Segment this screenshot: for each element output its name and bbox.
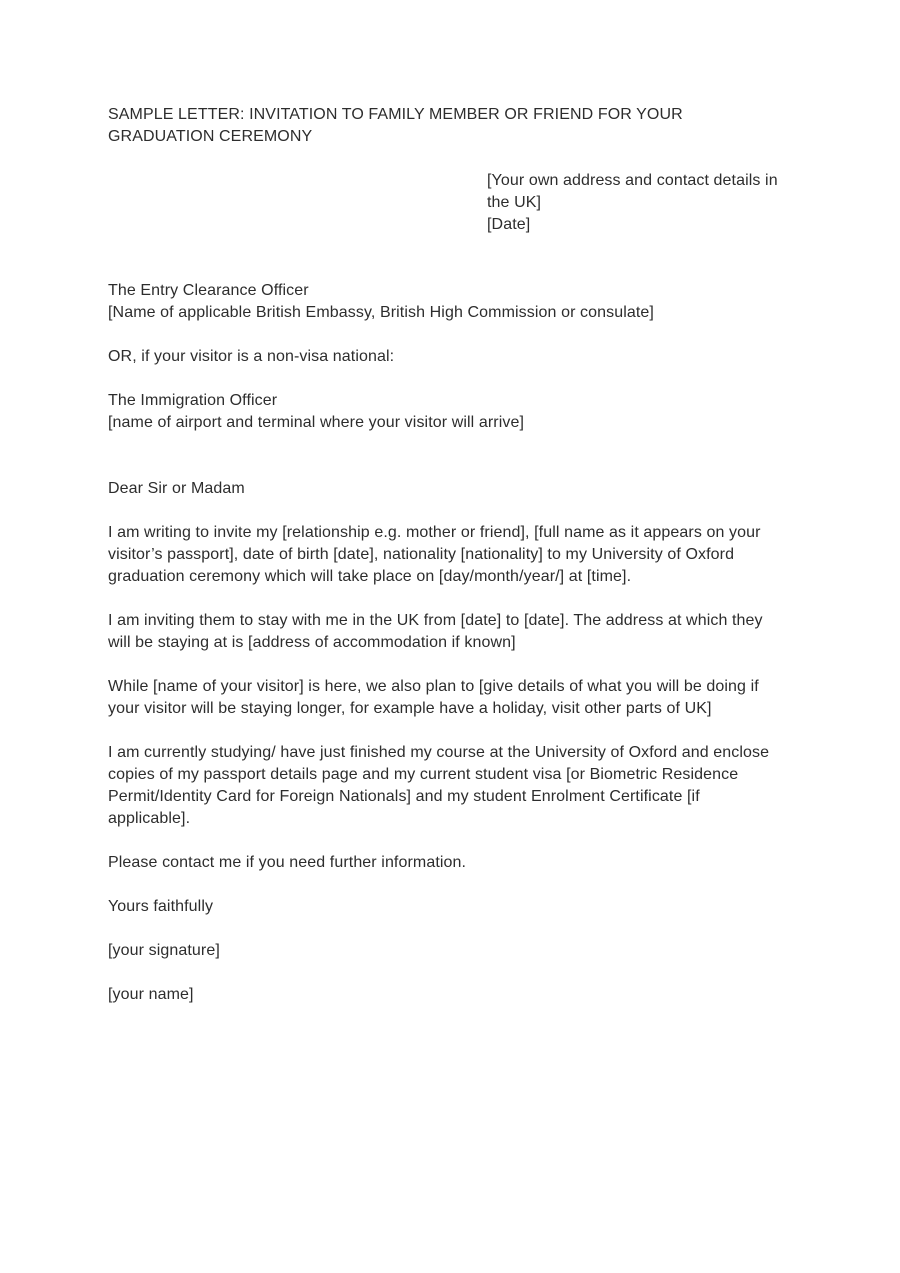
paragraph-visit-plans [108, 676, 800, 720]
text-line: Dear Sir or Madam [108, 480, 245, 497]
text-line: [Name of applicable British Embassy, British High Commission or consulate] [108, 304, 654, 321]
paragraph-enclosures [108, 742, 800, 830]
sender-address-block [487, 170, 800, 236]
paragraph-contact [108, 852, 800, 874]
signature-placeholder [108, 940, 800, 962]
text-line: Please contact me if you need further information. [108, 854, 467, 871]
document-title [108, 104, 800, 148]
salutation [108, 478, 800, 500]
text-line: The Entry Clearance Officer [108, 282, 309, 299]
text-line: Permit/Identity Card for Foreign Nationals] and my student Enrolment Certificate [if [108, 788, 700, 805]
text-line: [Your own address and contact details in [487, 172, 778, 189]
text-line: GRADUATION CEREMONY [108, 128, 313, 145]
recipient-entry-clearance-officer [108, 280, 800, 324]
text-line: I am inviting them to stay with me in the UK from [date] to [date]. The address at which they [108, 612, 763, 629]
text-line: applicable]. [108, 810, 191, 827]
text-line: [name of airport and terminal where your visitor will arrive] [108, 414, 525, 431]
text-line: will be staying at is [address of accommodation if known] [108, 634, 516, 651]
text-line: your visitor will be staying longer, for example have a holiday, visit other parts of UK] [108, 700, 712, 717]
closing [108, 896, 800, 918]
text-line: [your name] [108, 986, 194, 1003]
text-line: OR, if your visitor is a non-visa national: [108, 348, 395, 365]
recipient-immigration-officer [108, 390, 800, 434]
text-line: Yours faithfully [108, 898, 214, 915]
text-line: While [name of your visitor] is here, we also plan to [give details of what you will be doing if [108, 678, 759, 695]
text-line: [Date] [487, 216, 531, 233]
paragraph-invitation [108, 522, 800, 588]
paragraph-stay-details [108, 610, 800, 654]
text-line: visitor’s passport], date of birth [date], nationality [nationality] to my University of Oxford [108, 546, 735, 563]
text-line: graduation ceremony which will take place on [day/month/year/] at [time]. [108, 568, 632, 585]
text-line: I am writing to invite my [relationship e.g. mother or friend], [full name as it appears on your [108, 524, 761, 541]
name-placeholder [108, 984, 800, 1006]
text-line: I am currently studying/ have just finished my course at the University of Oxford and enclose [108, 744, 770, 761]
text-line: [your signature] [108, 942, 220, 959]
text-line: The Immigration Officer [108, 392, 278, 409]
text-line: copies of my passport details page and my current student visa [or Biometric Residence [108, 766, 739, 783]
text-line: SAMPLE LETTER: INVITATION TO FAMILY MEMBER OR FRIEND FOR YOUR [108, 106, 683, 123]
non-visa-national-note [108, 346, 800, 368]
text-line: the UK] [487, 194, 542, 211]
